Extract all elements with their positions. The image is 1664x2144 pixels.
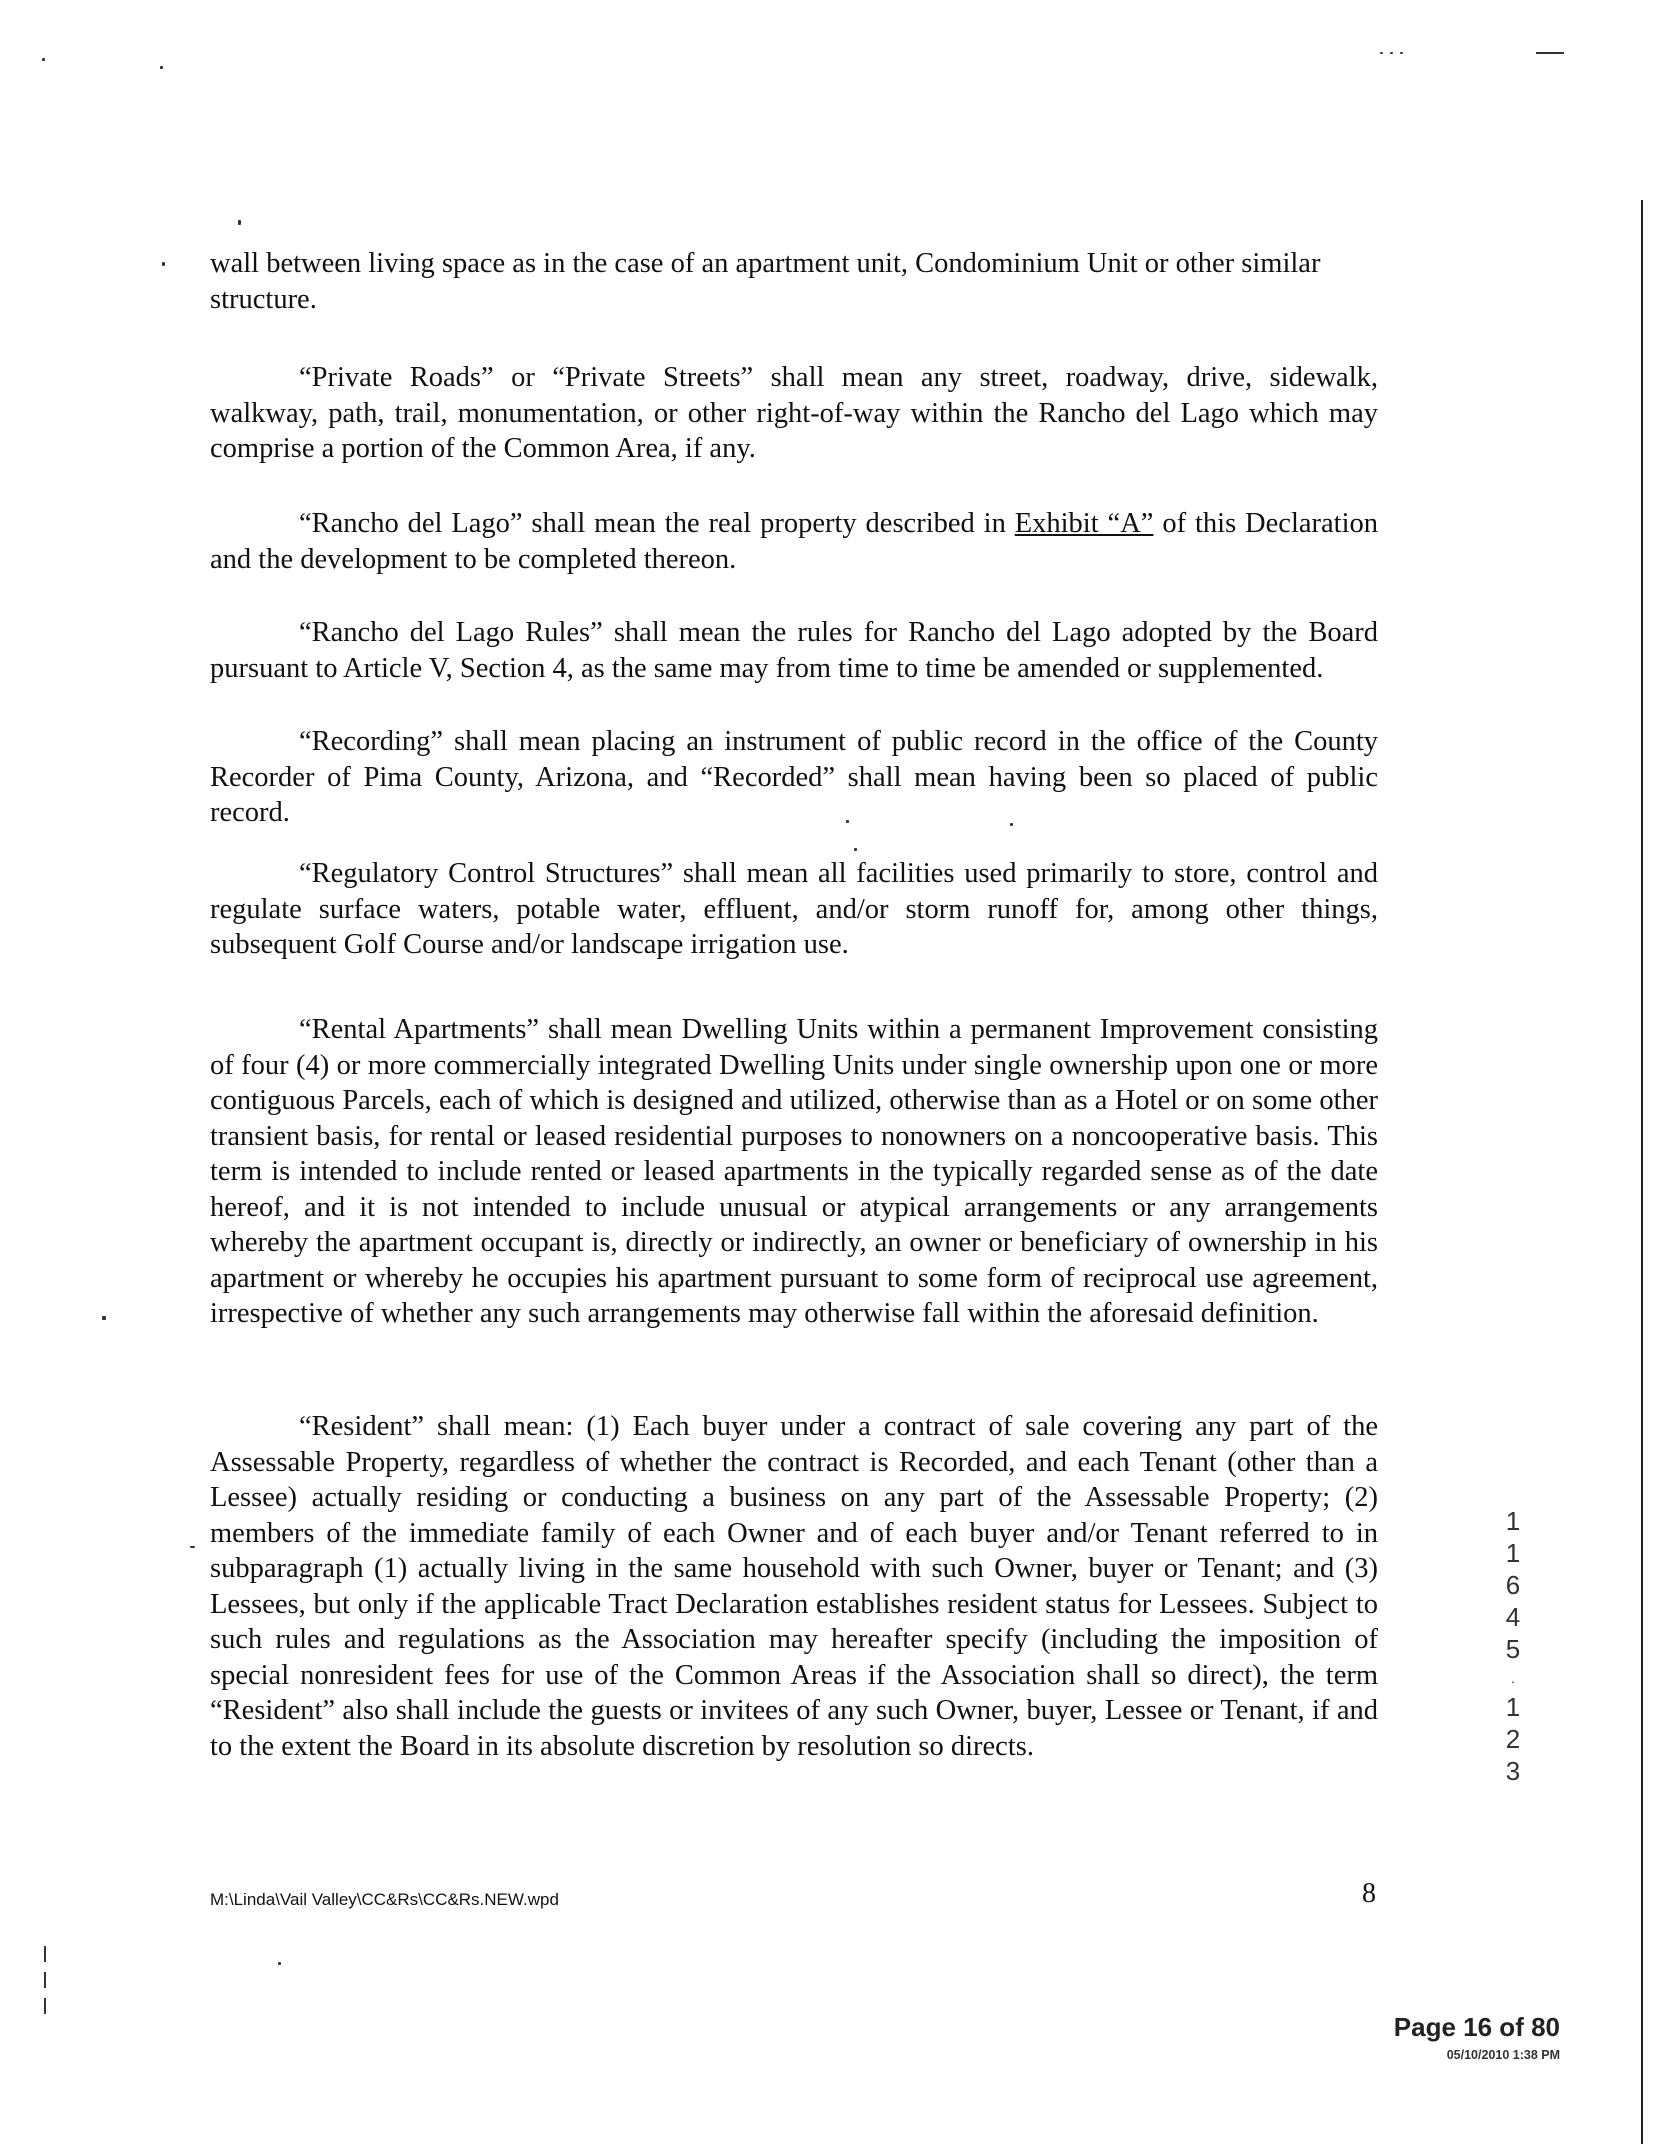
scan-speck bbox=[160, 66, 163, 69]
paragraph-rancho-del-lago bbox=[210, 506, 1378, 577]
footer-file-path: M:\Linda\Vail Valley\CC&Rs\CC&Rs.NEW.wpd bbox=[210, 1890, 559, 1909]
paragraph-rancho-del-lago-rules: “Rancho del Lago Rules” shall mean the rules for Rancho del Lago adopted by the Board pursuant to Article V, Section 4, as the same may from time to time be amended or supplemented. bbox=[210, 617, 1378, 684]
sequence-digit: 2 bbox=[1505, 1724, 1521, 1754]
scan-speck bbox=[846, 820, 849, 823]
scan-speck bbox=[278, 1962, 281, 1965]
scan-tick-mark bbox=[44, 1998, 46, 2014]
scan-tick-mark bbox=[44, 1946, 46, 1962]
sequence-digit: 1 bbox=[1505, 1538, 1521, 1568]
paragraph-wall-continuation: wall between living space as in the case of an apartment unit, Condominium Unit or other similar structure. bbox=[210, 248, 1321, 315]
sequence-digit: 5 bbox=[1505, 1634, 1521, 1664]
rancho-del-lago-text-after: of this Declaration and the development to be completed thereon. bbox=[210, 508, 1378, 575]
sequence-digit: 6 bbox=[1505, 1570, 1521, 1600]
exhibit-a-reference: Exhibit “A” bbox=[1014, 508, 1154, 539]
scan-edge-line bbox=[1641, 200, 1643, 2144]
sequence-separator: . bbox=[1511, 1670, 1515, 1686]
scan-speck bbox=[238, 220, 241, 225]
scan-speck bbox=[1380, 52, 1383, 54]
scan-speck bbox=[854, 848, 857, 851]
sequence-digit: 1 bbox=[1505, 1692, 1521, 1722]
sequence-digit: 4 bbox=[1505, 1602, 1521, 1632]
paragraph-rental-apartments: “Rental Apartments” shall mean Dwelling Units within a permanent Improvement consisting of four (4) or more commercially integrated Dwelling Units under single ownership upon one or more contiguous Parcels, each of which is designed and utilized, otherwise than as a Hotel or on some other transient basis, for rental or leased residential purposes to nonowners on a noncooperative basis. This term is intended to include rented or leased apartments in the typically regarded sense as of the date hereof, and it is not intended to include unusual or atypical arrangements or any arrangements whereby the apartment occupant is, directly or indirectly, an owner or beneficiary of ownership in his apartment or whereby he occupies his apartment pursuant to some form of reciprocal use agreement, irrespective of whether any such arrangements may otherwise fall within the aforesaid definition. bbox=[210, 1014, 1378, 1329]
scan-speck bbox=[1390, 52, 1393, 54]
recorder-page-stamp: Page 16 of 80 bbox=[1393, 2012, 1560, 2042]
scan-speck bbox=[1010, 823, 1013, 826]
sequence-digit: 1 bbox=[1505, 1506, 1521, 1536]
paragraph-resident: “Resident” shall mean: (1) Each buyer under a contract of sale covering any part of the Assessable Property, regardless of whether the contract is Recorded, and each Tenant (other than a Lessee) actually residing or conducting a business on any part of the Assessable Property; (2) members of the immediate family of each Owner and of each buyer and/or Tenant referred to in subparagraph (1) actually living in the same household with such Owner, buyer or Tenant; and (3) Lessees, but only if the applicable Tract Declaration establishes resident status for Lessees. Subject to such rules and regulations as the Association may hereafter specify (including the imposition of special nonresident fees for use of the Common Areas if the Association shall so direct), the term “Resident” also shall include the guests or invitees of any such Owner, buyer, Lessee or Tenant, if and to the extent the Board in its absolute discretion by resolution so directs. bbox=[210, 1411, 1378, 1762]
scan-speck bbox=[1400, 52, 1403, 54]
page-number: 8 bbox=[1362, 1878, 1376, 1909]
scan-mark-dash bbox=[1536, 52, 1564, 54]
paragraph-recording: “Recording” shall mean placing an instrument of public record in the office of the County Recorder of Pima County, Arizona, and “Recorded” shall mean having been so placed of public record. bbox=[210, 726, 1378, 828]
sequence-digit: 3 bbox=[1505, 1756, 1521, 1786]
scan-speck bbox=[190, 1546, 195, 1548]
paragraph-private-roads: “Private Roads” or “Private Streets” shall mean any street, roadway, drive, sidewalk, walkway, path, trail, monumentation, or other right-of-way within the Rancho del Lago which may comprise a portion of the Common Area, if any. bbox=[210, 362, 1378, 464]
recorder-date-stamp: 05/10/2010 1:38 PM bbox=[1446, 2048, 1560, 2062]
paragraph-regulatory-control-structures: “Regulatory Control Structures” shall mean all facilities used primarily to store, control and regulate surface waters, potable water, effluent, and/or storm runoff for, among other things, subsequent Golf Course and/or landscape irrigation use. bbox=[210, 858, 1378, 960]
scan-speck bbox=[162, 262, 165, 266]
scan-tick-mark bbox=[44, 1972, 46, 1988]
rancho-del-lago-text-before: “Rancho del Lago” shall mean the real property described in bbox=[299, 508, 1015, 539]
scan-speck bbox=[42, 58, 45, 61]
recording-sequence-number bbox=[1500, 1505, 1526, 1787]
scan-speck bbox=[102, 1316, 106, 1320]
